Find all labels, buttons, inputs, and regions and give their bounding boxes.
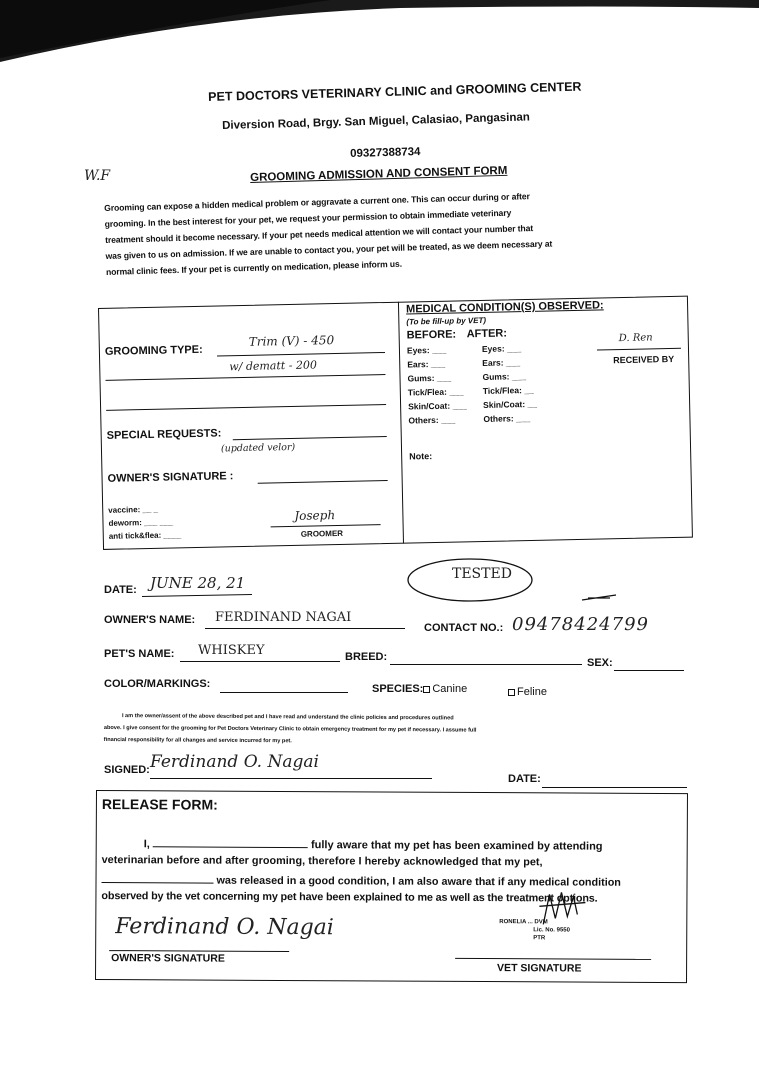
before-item: Skin/Coat: ___	[408, 400, 467, 412]
special-requests-value: (updated velor)	[220, 441, 296, 455]
before-item-label: Others:	[408, 414, 439, 426]
release-line-3-text: was released in a good condition, I am also aware that if any medical condition	[216, 874, 621, 889]
intro-line: normal clinic fees. If your pet is currently on medication, please inform us.	[105, 258, 403, 277]
deworm-label: deworm: ___ ___	[108, 517, 174, 528]
intro-line: grooming. In the best interest for your pet, we request your permission to obtain immediate veterinary	[104, 207, 512, 229]
intro-line: Grooming can expose a hidden medical problem or aggravate a current one. This can occur during or after	[104, 191, 530, 213]
grooming-type-value-2: w/ dematt - 200	[229, 358, 318, 374]
feline-label: Feline	[517, 686, 547, 698]
pet-name-line	[180, 661, 340, 662]
vaccine-text: vaccine:	[108, 505, 141, 515]
before-item: Gums: ___	[407, 372, 452, 384]
after-item-label: Eyes:	[481, 343, 505, 354]
species-text: SPECIES:	[372, 683, 424, 695]
anti-tick-text: anti tick&flea:	[108, 530, 162, 541]
vet-stamp-lic: Lic. No. 9550	[533, 927, 570, 934]
intro-line: was given to us on admission. If we are unable to contact you, your pet will be treated, as we deem necessary at	[105, 238, 553, 261]
release-blank-2	[102, 872, 214, 884]
after-item: Tick/Flea: __	[482, 384, 534, 396]
deworm-text: deworm:	[108, 518, 142, 528]
canine-label: Canine	[432, 683, 468, 695]
before-item-label: Tick/Flea:	[407, 386, 447, 398]
after-item-label: Tick/Flea:	[482, 385, 522, 396]
before-list	[407, 342, 467, 427]
signed-label: SIGNED:	[104, 764, 150, 776]
after-item: Gums: ___	[482, 371, 527, 382]
received-by-label: RECEIVED BY	[613, 353, 675, 366]
consent-line: financial responsibility for all changes and service incurred for my pet.	[103, 736, 292, 745]
date-label: DATE:	[104, 584, 137, 596]
ink-scribble	[580, 592, 620, 604]
consent-line: above. I give consent for the grooming for Pet Doctors Veterinary Clinic to obtain emergency treatment for my pet if necessary. I assume full	[103, 724, 477, 734]
before-item-label: Eyes:	[406, 345, 430, 356]
consent-paragraph	[104, 710, 694, 750]
owner-name-value: FERDINAND NAGAI	[215, 610, 352, 625]
form-title: GROOMING ADMISSION AND CONSENT FORM	[250, 164, 508, 184]
received-by-value: D. Ren	[618, 332, 653, 345]
release-line-2: veterinarian before and after grooming, therefore I hereby acknowledged that my pet,	[101, 854, 543, 869]
medical-title: MEDICAL CONDITION(S) OBSERVED:	[405, 299, 604, 316]
after-item-label: Gums:	[482, 371, 510, 382]
canine-checkbox[interactable]	[423, 686, 430, 693]
intro-paragraph	[104, 183, 706, 280]
after-list	[482, 341, 538, 426]
color-line	[220, 692, 348, 693]
vet-stamp-ptr: PTR	[533, 935, 546, 942]
release-line-1	[144, 836, 684, 853]
before-item: Eyes: ___	[406, 344, 447, 356]
owner-name-label: OWNER'S NAME:	[104, 614, 196, 626]
vaccine-label: vaccine: __ _	[108, 504, 159, 515]
note-label: Note:	[409, 451, 433, 462]
signed-date-line	[542, 787, 687, 788]
after-item: Ears: ___	[482, 357, 521, 368]
owner-signature-label: OWNER'S SIGNATURE :	[107, 470, 234, 485]
after-item-label: Skin/Coat:	[483, 399, 526, 410]
release-owner-sig-value: Ferdinand O. Nagai	[115, 914, 334, 941]
release-line-4: observed by the vet concerning my pet have been explained to me as well as the treatment options.	[101, 890, 598, 905]
before-item: Ears: ___	[407, 358, 446, 370]
color-label: COLOR/MARKINGS:	[104, 678, 211, 690]
before-item-label: Skin/Coat:	[408, 400, 451, 412]
signed-value: Ferdinand O. Nagai	[150, 752, 319, 772]
after-item-label: Ears:	[482, 357, 504, 368]
before-item-label: Ears:	[407, 359, 429, 370]
grooming-type-label: GROOMING TYPE:	[104, 343, 203, 358]
before-item: Others: ___	[408, 414, 456, 426]
release-form-box	[95, 790, 690, 985]
special-requests-label: SPECIAL REQUESTS:	[106, 427, 222, 442]
feline-option	[508, 686, 547, 698]
after-item: Others: ___	[483, 412, 531, 424]
after-item: Skin/Coat: __	[483, 398, 538, 410]
breed-label: BREED:	[345, 651, 388, 663]
sex-line	[614, 670, 684, 671]
vet-signature-scribble	[535, 888, 595, 928]
release-i: I,	[143, 838, 150, 851]
feline-checkbox[interactable]	[508, 689, 515, 696]
clinic-phone: 09327388734	[350, 146, 421, 160]
signed-date-label: DATE:	[508, 773, 541, 785]
before-label: BEFORE:	[406, 328, 457, 342]
release-blank-1	[153, 836, 308, 848]
tested-stamp: TESTED	[452, 566, 512, 582]
after-label: AFTER:	[466, 327, 508, 341]
grooming-type-value: Trim (V) - 450	[248, 333, 335, 349]
contact-value: 09478424799	[512, 614, 649, 635]
vet-sig-label: VET SIGNATURE	[497, 962, 582, 975]
medical-subtitle: (To be fill-up by VET)	[406, 315, 487, 327]
clinic-name: PET DOCTORS VETERINARY CLINIC and GROOMING CENTER	[208, 79, 582, 104]
before-item: Tick/Flea: ___	[407, 386, 464, 398]
grooming-medical-box	[98, 296, 693, 550]
after-item-label: Others:	[483, 413, 514, 424]
after-item: Eyes: ___	[481, 343, 522, 354]
owner-name-line	[205, 628, 405, 629]
pet-name-label: PET'S NAME:	[104, 648, 175, 660]
signed-line	[150, 778, 432, 779]
clinic-address: Diversion Road, Brgy. San Miguel, Calasiao, Pangasinan	[222, 111, 531, 132]
breed-line	[390, 664, 582, 665]
release-line-1-text: fully aware that my pet has been examined by attending	[310, 839, 603, 853]
contact-label: CONTACT NO.:	[424, 622, 504, 634]
box-border	[98, 296, 693, 550]
vet-stamp-name: RONELIA ... DVM	[499, 919, 548, 926]
margin-note: W.F	[84, 168, 111, 184]
intro-line: treatment should it become necessary. If your pet needs medical attention we will contact your number that	[104, 223, 534, 245]
groomer-value: Joseph	[294, 508, 336, 523]
release-title: RELEASE FORM:	[101, 796, 218, 813]
date-line	[142, 594, 252, 597]
pet-name-value: WHISKEY	[198, 643, 265, 658]
anti-tick-label: anti tick&flea: ____	[108, 530, 182, 541]
sex-label: SEX:	[587, 657, 613, 669]
date-value: JUNE 28, 21	[150, 574, 246, 592]
species-label	[372, 683, 467, 695]
release-owner-sig-label: OWNER'S SIGNATURE	[111, 952, 225, 965]
before-item-label: Gums:	[407, 372, 435, 384]
consent-line: I am the owner/assent of the above described pet and I have read and understand the clinic policies and procedures outlined	[121, 713, 454, 722]
groomer-label: GROOMER	[300, 528, 344, 539]
